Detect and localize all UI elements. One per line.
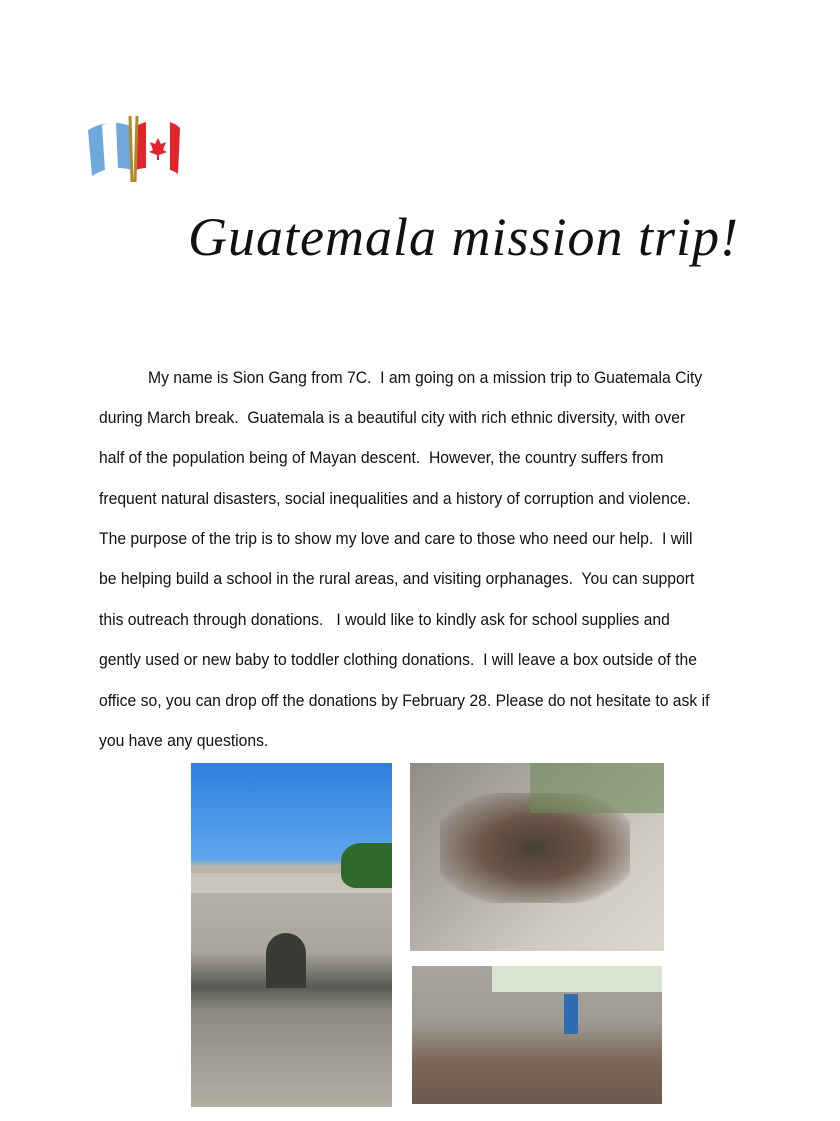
body-line: you have any questions. bbox=[99, 732, 269, 750]
body-line: be helping build a school in the rural areas, and visiting orphanages. You can support bbox=[99, 570, 695, 588]
photo-school-construction bbox=[191, 763, 392, 1107]
body-line: frequent natural disasters, social inequalities and a history of corruption and violence. bbox=[99, 490, 691, 508]
body-line: gently used or new baby to toddler clothing donations. I will leave a box outside of the bbox=[99, 651, 697, 669]
body-line: half of the population being of Mayan descent. However, the country suffers from bbox=[99, 449, 664, 467]
guatemala-canada-flags-pin-icon bbox=[84, 108, 184, 190]
photo-children-group bbox=[410, 763, 664, 951]
body-line: this outreach through donations. I would like to kindly ask for school supplies and bbox=[99, 611, 670, 629]
photo-classroom-work bbox=[412, 966, 662, 1104]
body-line: office so, you can drop off the donations by February 28. Please do not hesitate to ask if bbox=[99, 692, 710, 710]
body-line: My name is Sion Gang from 7C. I am going on a mission trip to Guatemala City bbox=[148, 369, 703, 387]
body-line: The purpose of the trip is to show my love and care to those who need our help. I will bbox=[99, 530, 693, 548]
page-title: Guatemala mission trip! bbox=[188, 207, 740, 267]
body-line: during March break. Guatemala is a beautiful city with rich ethnic diversity, with over bbox=[99, 409, 686, 427]
